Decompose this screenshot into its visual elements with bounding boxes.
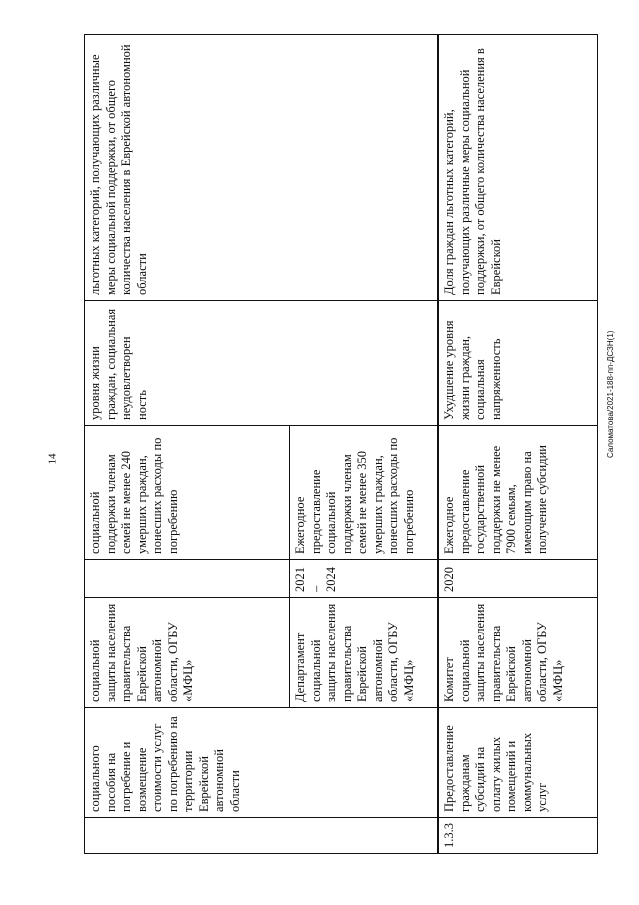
cell-measure: социального пособия на погребение и возмещение стоимости услуг по погребению на территории Еврейской автономной области (85, 708, 439, 818)
cell-number (85, 818, 439, 854)
cell-executor: Комитет социальной защиты населения правительства Еврейской автономной области, ОГБУ «МФЦ» (438, 598, 597, 708)
page-number: 14 (46, 453, 59, 465)
cell-number: 1.3.3 (438, 818, 597, 854)
cell-result: Ежегодное предоставление социальной поддержки членам семей не менее 350 умерших граждан, понесших расходы по погребению (290, 426, 439, 560)
cell-result: Ежегодное предоставление государственной поддержки не менее 7900 семьям, имеющим право на получение субсидии (438, 426, 597, 560)
cell-executor: Департамент социальной защиты населения правительства Еврейской автономной области, ОГБУ «МФЦ» (290, 598, 439, 708)
document-footer-code: Саломатова/2021-188-пп-ДСЗН(1) (606, 330, 615, 458)
cell-consequence: Ухудшение уровня жизни граждан, социальная напряженность (438, 301, 597, 426)
cell-indicator: Доля граждан льготных категорий, получающих различные меры социальной поддержки, от общего количества населения в Еврейской (438, 35, 597, 301)
program-measures-table (84, 34, 598, 854)
cell-year: 2020 (438, 560, 597, 598)
cell-year: 2021 – 2024 (290, 560, 439, 598)
cell-year (85, 560, 290, 598)
cell-consequence: уровня жизни граждан, социальная неудовлетворен ность (85, 301, 439, 426)
cell-measure: Предоставление гражданам субсидий на оплату жилых помещений и коммунальных услуг (438, 708, 597, 818)
cell-indicator: льготных категорий, получающих различные меры социальной поддержки, от общего количества населения в Еврейской автономной области (85, 35, 439, 301)
table-row (438, 35, 597, 854)
cell-executor: социальной защиты населения правительства Еврейской автономной области, ОГБУ «МФЦ» (85, 598, 290, 708)
rotated-table-container (84, 34, 598, 854)
cell-result: социальной поддержки членам семей не менее 240 умерших граждан, понесших расходы по погребению (85, 426, 290, 560)
table-row (85, 35, 290, 854)
